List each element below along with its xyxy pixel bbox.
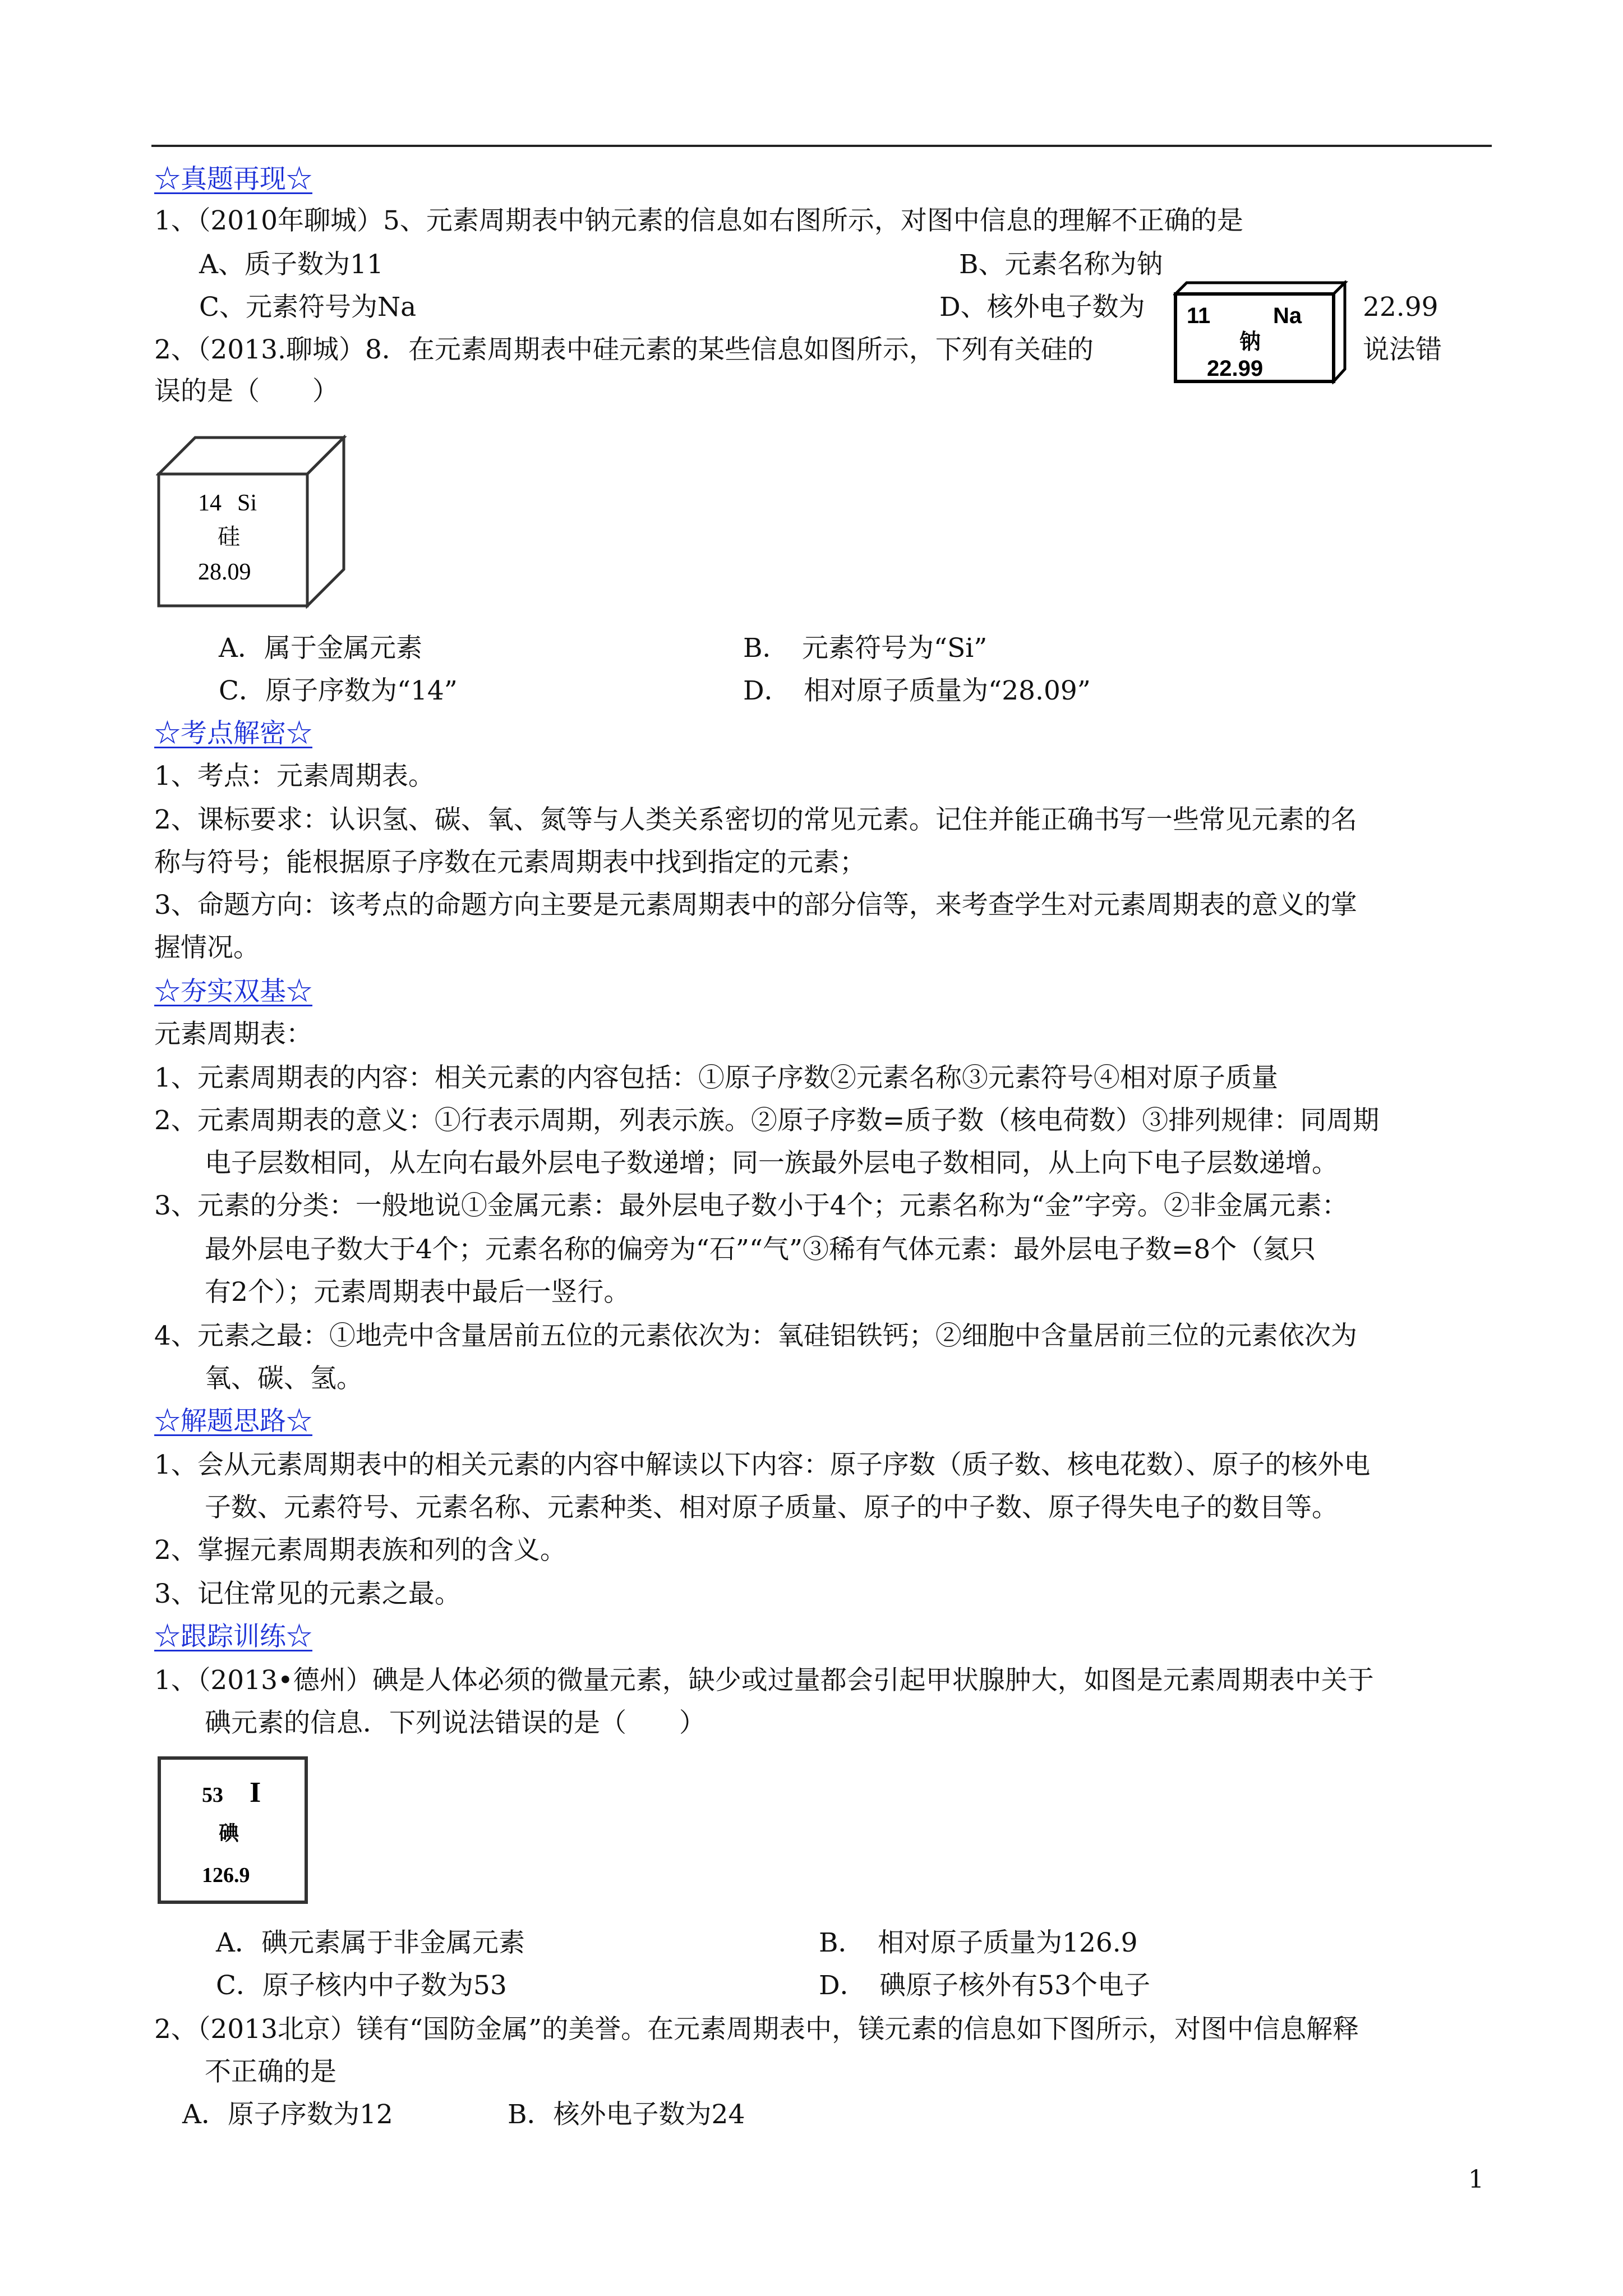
sj-line-2b: 电子层数相同，从左向右最外层电子数递增；同一族最外层电子数相同，从上向下电子层数递增。 <box>205 1148 1338 1179</box>
sj-line-2: 2、元素周期表的意义：①行表示周期，列表示族。②原子序数=质子数（核电荷数）③排列规律：同周期 <box>154 1105 1380 1136</box>
q1-option-d-value: 22.99 <box>1363 292 1438 323</box>
t2-option-b: B．核外电子数为24 <box>508 2099 745 2130</box>
q2-stem: 2、（2013.聊城）8．在元素周期表中硅元素的某些信息如图所示，下列有关硅的 <box>154 334 1094 365</box>
kd-line-3: 3、命题方向：该考点的命题方向主要是元素周期表中的部分信等，来考查学生对元素周期表的意义的掌 <box>154 890 1357 921</box>
iodine-number: 53 <box>202 1783 223 1807</box>
iodine-symbol: I <box>250 1777 261 1809</box>
t1-stem: 1、（2013•德州）碘是人体必须的微量元素，缺少或过量都会引起甲状腺肿大，如图是元素周期表中关于 <box>154 1665 1374 1696</box>
sl-line-1: 1、会从元素周期表中的相关元素的内容中解读以下内容：原子序数（质子数、核电花数）、原子的核外电 <box>154 1450 1371 1480</box>
q1-option-a: A、质子数为11 <box>199 249 384 280</box>
t2-stem-line2: 不正确的是 <box>205 2056 336 2087</box>
kd-line-2b: 称与符号；能根据原子序数在元素周期表中找到指定的元素； <box>154 847 866 878</box>
sj-line-3: 3、元素的分类：一般地说①金属元素：最外层电子数小于4个；元素名称为“金”字旁。②非金属元素： <box>154 1190 1348 1221</box>
q1-option-d: D、核外电子数为 <box>939 292 1145 323</box>
section-heading-2[interactable]: ☆考点解密☆ <box>154 718 312 749</box>
t1-stem-line2: 碘元素的信息．下列说法错误的是（ ） <box>205 1708 706 1738</box>
t1-option-b: B． 相对原子质量为126.9 <box>819 1927 1138 1958</box>
sj-line-4b: 氧、碳、氢。 <box>205 1363 363 1394</box>
t1-option-c: C．原子核内中子数为53 <box>216 1970 507 2001</box>
section-heading-1[interactable]: ☆真题再现☆ <box>154 164 312 195</box>
kd-line-2: 2、课标要求：认识氢、碳、氧、氮等与人类关系密切的常见元素。记住并能正确书写一些常见元素的名 <box>154 804 1357 835</box>
q2-option-d: D． 相对原子质量为“28.09” <box>743 675 1091 706</box>
iodine-name: 碘 <box>219 1822 239 1845</box>
sl-line-1b: 子数、元素符号、元素名称、元素种类、相对原子质量、原子的中子数、原子得失电子的数目等。 <box>205 1492 1338 1523</box>
section-heading-4[interactable]: ☆解题思路☆ <box>154 1406 312 1437</box>
q2-option-a: A．属于金属元素 <box>219 633 422 664</box>
sl-line-2: 2、掌握元素周期表族和列的含义。 <box>154 1535 566 1566</box>
sj-line-1: 1、元素周期表的内容：相关元素的内容包括：①原子序数②元素名称③元素符号④相对原子质量 <box>154 1062 1278 1093</box>
sodium-symbol: Na <box>1273 303 1302 328</box>
section-heading-5[interactable]: ☆跟踪训练☆ <box>154 1621 312 1652</box>
sj-title: 元素周期表： <box>154 1019 312 1050</box>
t1-option-a: A．碘元素属于非金属元素 <box>216 1927 525 1958</box>
silicon-number: 14 <box>198 490 222 516</box>
page-number: 1 <box>1468 2165 1484 2194</box>
t1-option-d: D． 碘原子核外有53个电子 <box>819 1970 1150 2001</box>
q2-option-b: B． 元素符号为“Si” <box>743 633 988 664</box>
header-rule <box>151 145 1492 147</box>
sj-line-4: 4、元素之最：①地壳中含量居前五位的元素依次为：氧硅铝铁钙；②细胞中含量居前三位的元素依次为 <box>154 1320 1357 1351</box>
sodium-element-card <box>1173 280 1348 384</box>
sodium-name: 钠 <box>1239 329 1261 354</box>
q2-stem-tail: 说法错 <box>1363 334 1442 365</box>
q1-option-c: C、元素符号为Na <box>199 292 417 323</box>
iodine-element-card <box>157 1756 308 1904</box>
sodium-number: 11 <box>1187 303 1211 328</box>
kd-line-3b: 握情况。 <box>154 932 260 963</box>
kd-line-1: 1、考点：元素周期表。 <box>154 761 435 792</box>
silicon-name: 硅 <box>218 524 240 550</box>
silicon-mass: 28.09 <box>198 559 251 585</box>
q1-option-b: B、元素名称为钠 <box>959 249 1163 280</box>
sj-line-3b: 最外层电子数大于4个；元素名称的偏旁为“石”“气”③稀有气体元素：最外层电子数=8个（氦只 <box>205 1234 1316 1265</box>
section-heading-3[interactable]: ☆夯实双基☆ <box>154 976 312 1007</box>
sj-line-3c: 有2个）；元素周期表中最后一竖行。 <box>205 1277 630 1308</box>
t2-option-a: A．原子序数为12 <box>182 2099 393 2130</box>
q2-option-c: C．原子序数为“14” <box>219 675 458 706</box>
silicon-symbol: Si <box>237 490 257 516</box>
sodium-mass: 22.99 <box>1207 356 1264 381</box>
sl-line-3: 3、记住常见的元素之最。 <box>154 1579 461 1609</box>
q1-stem: 1、（2010年聊城）5、元素周期表中钠元素的信息如右图所示，对图中信息的理解不正确的是 <box>154 205 1243 236</box>
iodine-mass: 126.9 <box>202 1864 250 1887</box>
t2-stem: 2、（2013北京）镁有“国防金属”的美誉。在元素周期表中，镁元素的信息如下图所示，对图中信息解释 <box>154 2014 1359 2045</box>
silicon-element-card <box>156 435 347 609</box>
q2-stem-line2: 误的是（ ） <box>154 376 339 407</box>
